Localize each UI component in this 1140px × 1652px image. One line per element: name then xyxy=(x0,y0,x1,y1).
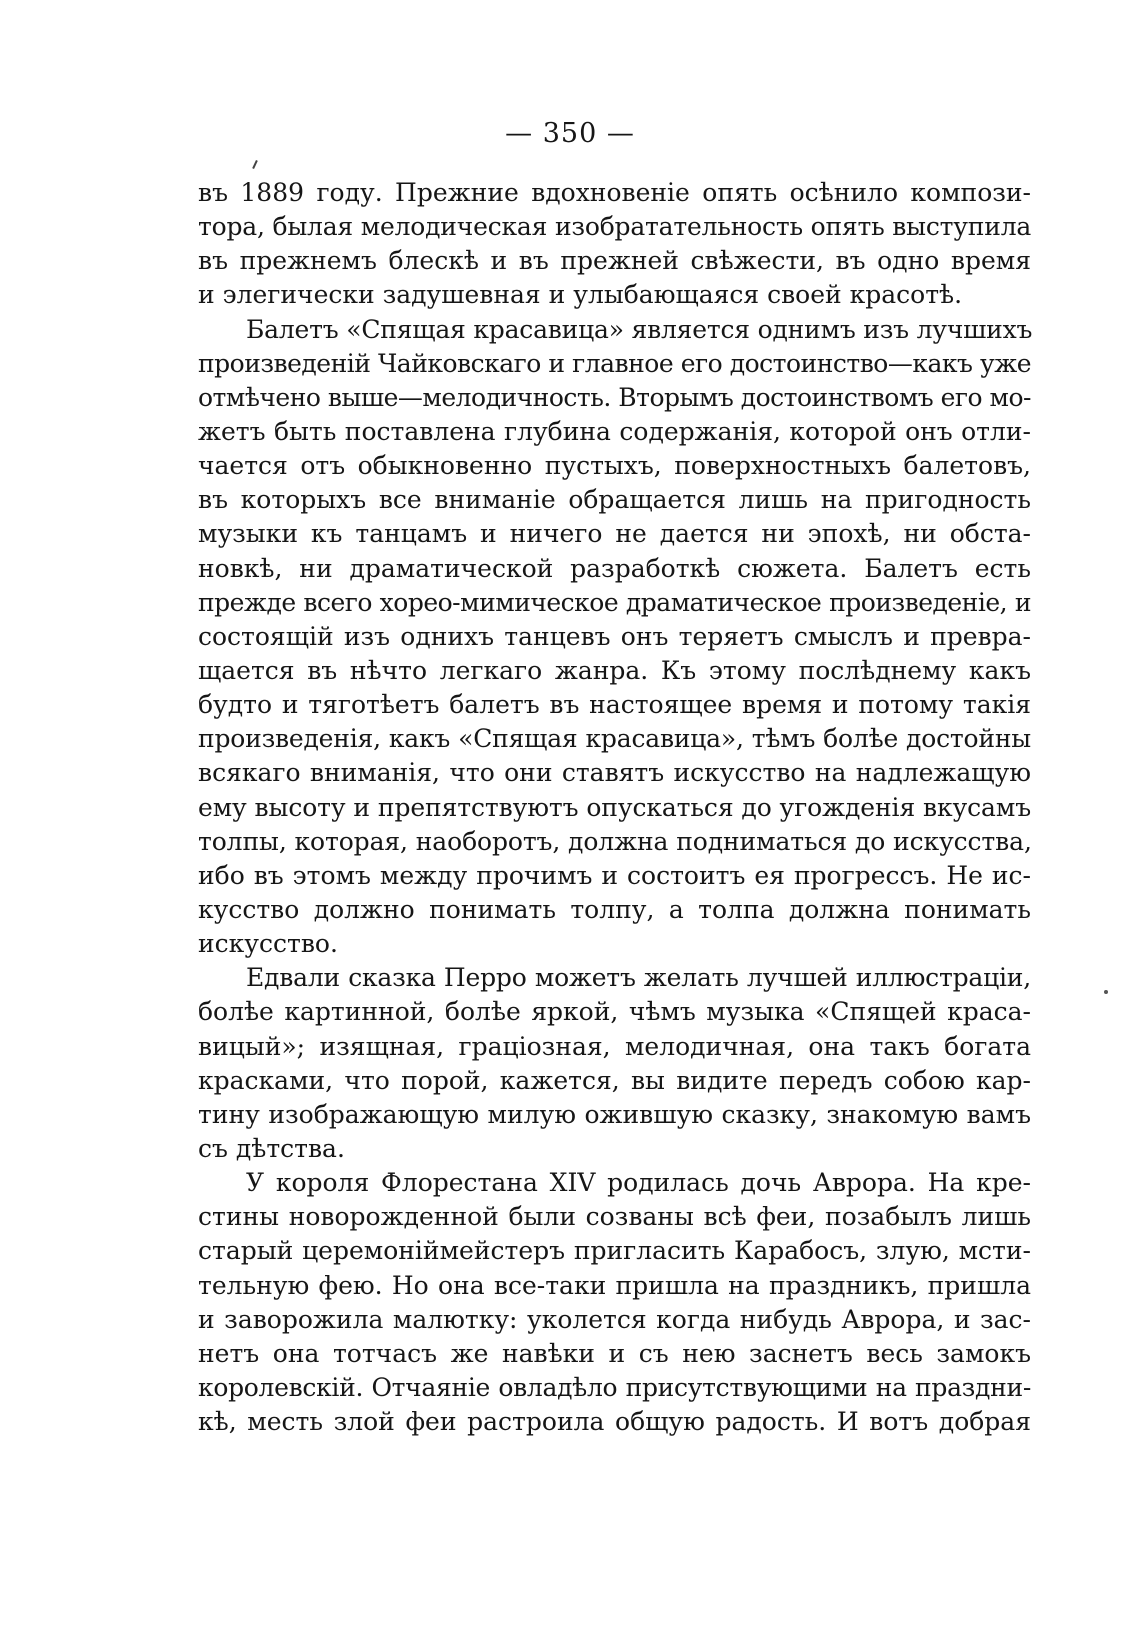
text-line: тора, былая мелодическая изобратательность опять выступила xyxy=(198,212,1032,242)
text-line: искусство. xyxy=(198,929,338,959)
text-line: щается въ нѣчто легкаго жанра. Къ этому послѣднему какъ xyxy=(198,655,1031,685)
text-line: ему высоту и препятствуютъ опускаться до угожденія вкусамъ xyxy=(198,792,1031,822)
text-line: всякаго вниманія, что они ставятъ искусство на надлежащую xyxy=(198,758,1031,788)
text-line: прежде всего хорео-мимическое драматическое произведеніе, и xyxy=(198,587,1031,617)
text-line: болѣе картинной, болѣе яркой, чѣмъ музыка «Спящей краса- xyxy=(198,997,1031,1027)
body-text xyxy=(198,176,1031,1439)
text-line: кѣ, месть злой феи растроила общую радость. И вотъ добрая xyxy=(198,1407,1031,1437)
text-line: стины новорожденной были созваны всѣ феи, позабылъ лишь xyxy=(198,1202,1031,1232)
text-line: тину изображающую милую ожившую сказку, знакомую вамъ xyxy=(198,1099,1031,1129)
paragraph xyxy=(198,313,1031,962)
text-line: произведенія, какъ «Спящая красавица», тѣмъ болѣе достойны xyxy=(198,724,1031,754)
text-line: будто и тяготѣетъ балетъ въ настоящее время и потому такія xyxy=(198,690,1031,720)
paragraph xyxy=(198,176,1031,313)
text-line: королевскій. Отчаяніе овладѣло присутствующими на праздни- xyxy=(198,1372,1031,1402)
text-line: красками, что порой, кажется, вы видите передъ собою кар- xyxy=(198,1065,1031,1095)
text-line: жетъ быть поставлена глубина содержанія, которой онъ отли- xyxy=(198,416,1031,446)
text-line: музыки къ танцамъ и ничего не дается ни эпохѣ, ни обста- xyxy=(198,519,1031,549)
text-line: толпы, которая, наоборотъ, должна подниматься до искусства, xyxy=(198,826,1032,856)
margin-dot xyxy=(1104,990,1108,994)
text-line: Балетъ «Спящая красавица» является однимъ изъ лучшихъ xyxy=(246,314,1033,344)
text-line: въ 1889 году. Прежние вдохновеніе опять осѣнило компози- xyxy=(198,178,1031,207)
text-line: въ прежнемъ блескѣ и въ прежней свѣжести, въ одно время xyxy=(198,246,1031,276)
paragraph xyxy=(198,961,1031,1166)
text-line: нетъ она тотчасъ же навѣки и съ нею заснетъ весь замокъ xyxy=(198,1338,1031,1368)
text-line: состоящій изъ однихъ танцевъ онъ теряетъ смыслъ и превра- xyxy=(198,621,1031,651)
text-line: старый церемонiймейстеръ пригласить Карабосъ, злую, мсти- xyxy=(198,1236,1031,1266)
stray-mark xyxy=(252,160,258,169)
text-line: съ дѣтства. xyxy=(198,1133,345,1163)
text-line: У короля Флорестана XIV родилась дочь Аврора. На кре- xyxy=(246,1168,1031,1198)
paragraph xyxy=(198,1166,1031,1439)
text-line: произведеній Чайковскаго и главное его достоинство—какъ уже xyxy=(198,348,1031,378)
text-line: ибо въ этомъ между прочимъ и состоитъ ея прогрессъ. Не ис- xyxy=(198,860,1031,890)
page-number: — 350 — xyxy=(505,118,635,149)
text-line: и элегически задушевная и улыбающаяся своей красотѣ. xyxy=(198,280,963,310)
text-line: въ которыхъ все вниманіе обращается лишь на пригодность xyxy=(198,485,1031,515)
text-line: чается отъ обыкновенно пустыхъ, поверхностныхъ балетовъ, xyxy=(198,451,1031,481)
text-line: и заворожила малютку: уколется когда нибудь Аврора, и зас- xyxy=(198,1304,1031,1334)
text-line: Едвали сказка Перро можетъ желать лучшей иллюстраціи, xyxy=(246,963,1031,993)
text-line: тельную фею. Но она все-таки пришла на праздникъ, пришла xyxy=(198,1270,1031,1300)
text-line: новкѣ, ни драматической разработкѣ сюжета. Балетъ есть xyxy=(198,553,1031,583)
text-line: вицый»; изящная, граціозная, мелодичная, она такъ богата xyxy=(198,1031,1031,1061)
text-line: отмѣчено выше—мелодичность. Вторымъ достоинствомъ его мо- xyxy=(198,382,1031,412)
text-line: кусство должно понимать толпу, а толпа должна понимать xyxy=(198,894,1031,924)
